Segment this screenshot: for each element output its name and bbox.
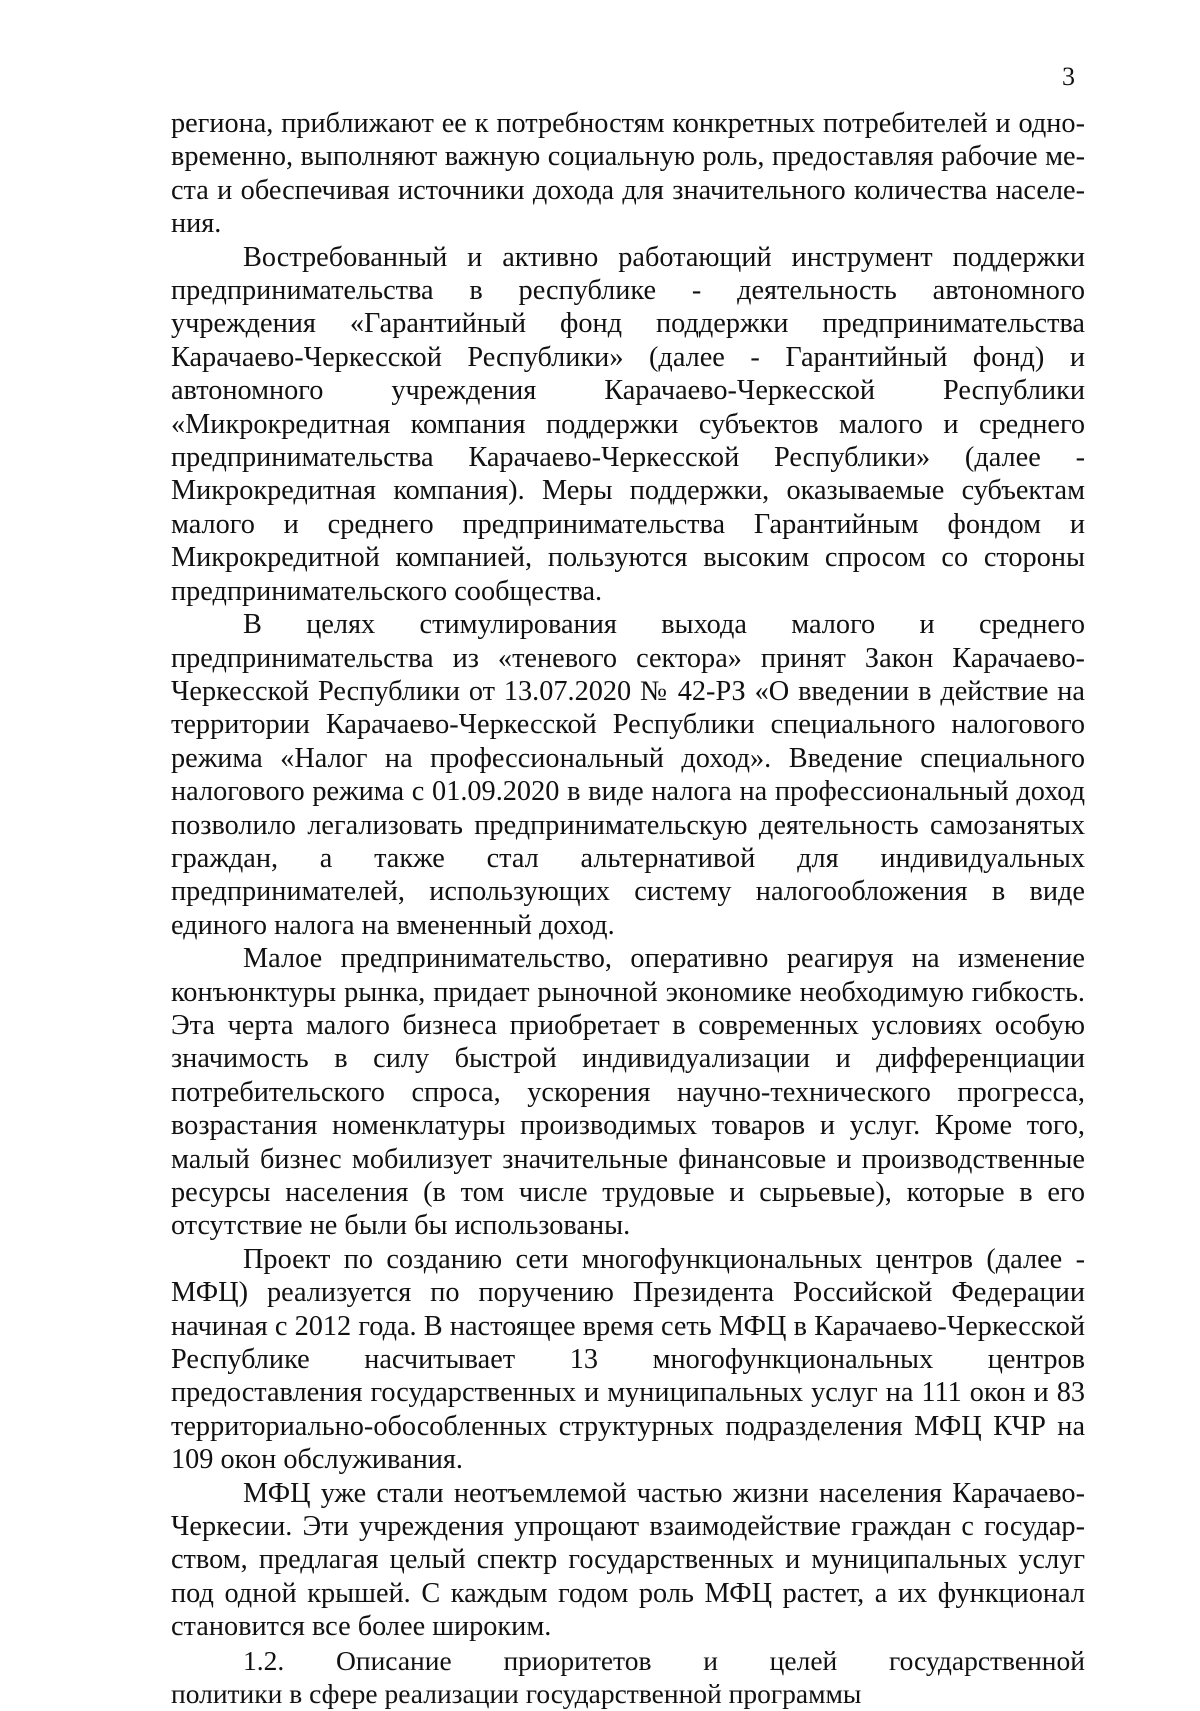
heading-word: приоритетов xyxy=(503,1644,652,1676)
heading-word: целей xyxy=(769,1644,838,1676)
heading-word: и xyxy=(703,1644,718,1676)
page-number: 3 xyxy=(1062,62,1075,91)
paragraph-2: Востребованный и активно работающий инструмент поддержки предпринимательства в республике - деятельность автономного учреждения «Гарантийный фонд поддержки предпринимательства Карачаево-Черкесской Республики» (далее - Гарантийный фонд) и автономного учреждения Карачаево-Черкесской Республики «Микрокредитная компания поддержки субъектов малого и среднего предпринимательства Карачаево-Черкесской Республики» (далее - Микрокредитная компания). Меры поддержки, оказываемые субъектам малого и среднего предпринимательства Гарантийным фондом и Микрокредитной компанией, пользуются высоким спросом со стороны предпринимательского сообщества. xyxy=(171,241,1085,607)
heading-word: Описание xyxy=(336,1644,452,1676)
section-heading-line-2: политики в сфере реализации государственной программы xyxy=(171,1678,862,1710)
paragraph-3: В целях стимулирования выхода малого и среднего предпринимательства из «теневого сектора» принят Закон Карачаево-Черкесской Республики от 13.07.2020 № 42-РЗ «О введении в действие на территории Карачаево-Черкесской Республики специального налогового режима «Налог на профессиональный доход». Введение специального налогового режима с 01.09.2020 в виде налога на профессиональный доход позволило легализовать предпринимательскую деятельность самозанятых граждан, а также стал альтернативой для индивидуальных предпринимателей, использующих систему налогообложения в виде единого налога на вмененный доход. xyxy=(171,609,1085,941)
paragraph-5: Проект по созданию сети многофункциональных центров (далее - МФЦ) реализуется по поручению Президента Российской Федерации начиная с 2012 года. В настоящее время сеть МФЦ в Карачаево-Черкесской Республике насчитывает 13 многофункциональных центров предоставления государственных и муниципальных услуг на 111 окон и 83 территориально-обособленных структурных подразделения МФЦ КЧР на 109 окон обслуживания. xyxy=(171,1243,1085,1476)
paragraph-4: Малое предпринимательство, оперативно реагируя на изменение конъюнктуры рынка, придает рыночной экономике необходимую гибкость. Эта черта малого бизнеса приобретает в современных условиях особую значимость в силу быстрой индивидуализации и дифференциации потребительского спроса, ускорения научно-технического прогресса, возрастания номенклатуры производимых товаров и услуг. Кроме того, малый бизнес мобилизует значительные финансовые и производственные ресурсы населения (в том числе трудовые и сырьевые), которые в его отсутствие не были бы использованы. xyxy=(171,943,1085,1242)
section-number: 1.2. xyxy=(243,1644,285,1676)
paragraph-6: МФЦ уже стали неотъемлемой частью жизни населения Карачаево-Черкесии. Эти учреждения упрощают взаимодействие граждан с государством, предлагая целый спектр государственных и муниципальных услуг под одной крышей. С каждым годом роль МФЦ растет, а их функционал становится все более широким. xyxy=(171,1477,1085,1643)
section-heading-line-1 xyxy=(171,1644,1085,1677)
paragraph-1: региона, приближают ее к потребностям конкретных потребителей и одновременно, выполняют важную социальную роль, предоставляя рабочие места и обеспечивая источники дохода для значительного количества населения. xyxy=(171,108,1085,240)
heading-word: государственной xyxy=(889,1644,1085,1676)
document-body xyxy=(171,107,1085,1711)
